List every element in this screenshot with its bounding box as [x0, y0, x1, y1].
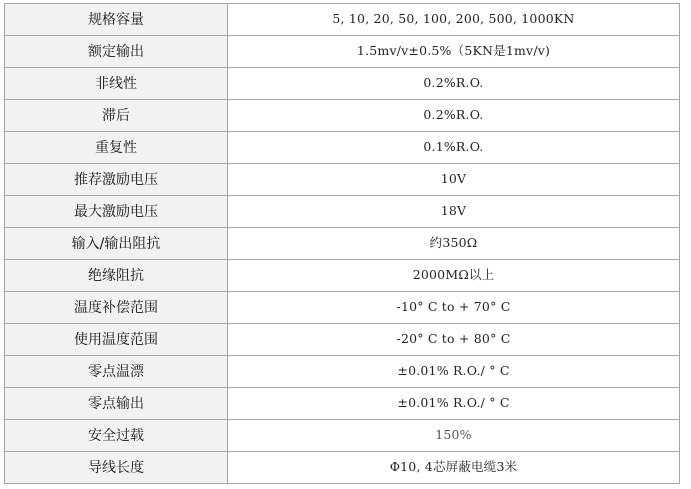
- row-value-hysteresis: 0.2%R.O.: [228, 100, 680, 132]
- table-row: [5, 420, 680, 452]
- row-label-operating-temp: 使用温度范围: [5, 324, 228, 356]
- row-value-capacity: 5, 10, 20, 50, 100, 200, 500, 1000KN: [228, 4, 680, 36]
- row-label-temp-compensation: 温度补偿范围: [5, 292, 228, 324]
- row-value-repeatability: 0.1%R.O.: [228, 132, 680, 164]
- table-row: [5, 4, 680, 36]
- row-value-zero-output: ±0.01% R.O./ ° C: [228, 388, 680, 420]
- row-label-rated-output: 额定输出: [5, 36, 228, 68]
- row-label-repeatability: 重复性: [5, 132, 228, 164]
- table-row: [5, 228, 680, 260]
- table-row: [5, 452, 680, 484]
- table-row: [5, 388, 680, 420]
- row-label-nonlinearity: 非线性: [5, 68, 228, 100]
- table-row: [5, 68, 680, 100]
- table-row: [5, 100, 680, 132]
- table-row: [5, 36, 680, 68]
- row-value-cable-length: Φ10, 4芯屏蔽电缆3米: [228, 452, 680, 484]
- spec-table: [4, 3, 680, 484]
- table-row: [5, 196, 680, 228]
- row-value-temp-compensation: -10° C to + 70° C: [228, 292, 680, 324]
- row-value-max-excitation: 18V: [228, 196, 680, 228]
- row-label-insulation: 绝缘阻抗: [5, 260, 228, 292]
- row-value-zero-drift: ±0.01% R.O./ ° C: [228, 356, 680, 388]
- row-label-zero-output: 零点输出: [5, 388, 228, 420]
- row-label-safe-overload: 安全过载: [5, 420, 228, 452]
- table-row: [5, 324, 680, 356]
- row-label-max-excitation: 最大激励电压: [5, 196, 228, 228]
- table-row: [5, 164, 680, 196]
- table-row: [5, 356, 680, 388]
- table-row: [5, 292, 680, 324]
- table-row: [5, 132, 680, 164]
- row-label-capacity: 规格容量: [5, 4, 228, 36]
- table-row: [5, 260, 680, 292]
- row-label-hysteresis: 滞后: [5, 100, 228, 132]
- row-label-impedance: 输入/输出阻抗: [5, 228, 228, 260]
- row-value-impedance: 约350Ω: [228, 228, 680, 260]
- row-value-operating-temp: -20° C to + 80° C: [228, 324, 680, 356]
- row-label-cable-length: 导线长度: [5, 452, 228, 484]
- row-label-recommended-excitation: 推荐激励电压: [5, 164, 228, 196]
- row-label-zero-drift: 零点温漂: [5, 356, 228, 388]
- row-value-insulation: 2000MΩ以上: [228, 260, 680, 292]
- row-value-nonlinearity: 0.2%R.O.: [228, 68, 680, 100]
- row-value-recommended-excitation: 10V: [228, 164, 680, 196]
- spec-table-body: [5, 4, 680, 484]
- row-value-rated-output: 1.5mv/v±0.5%（5KN是1mv/v): [228, 36, 680, 68]
- row-value-safe-overload: 150%: [228, 420, 680, 452]
